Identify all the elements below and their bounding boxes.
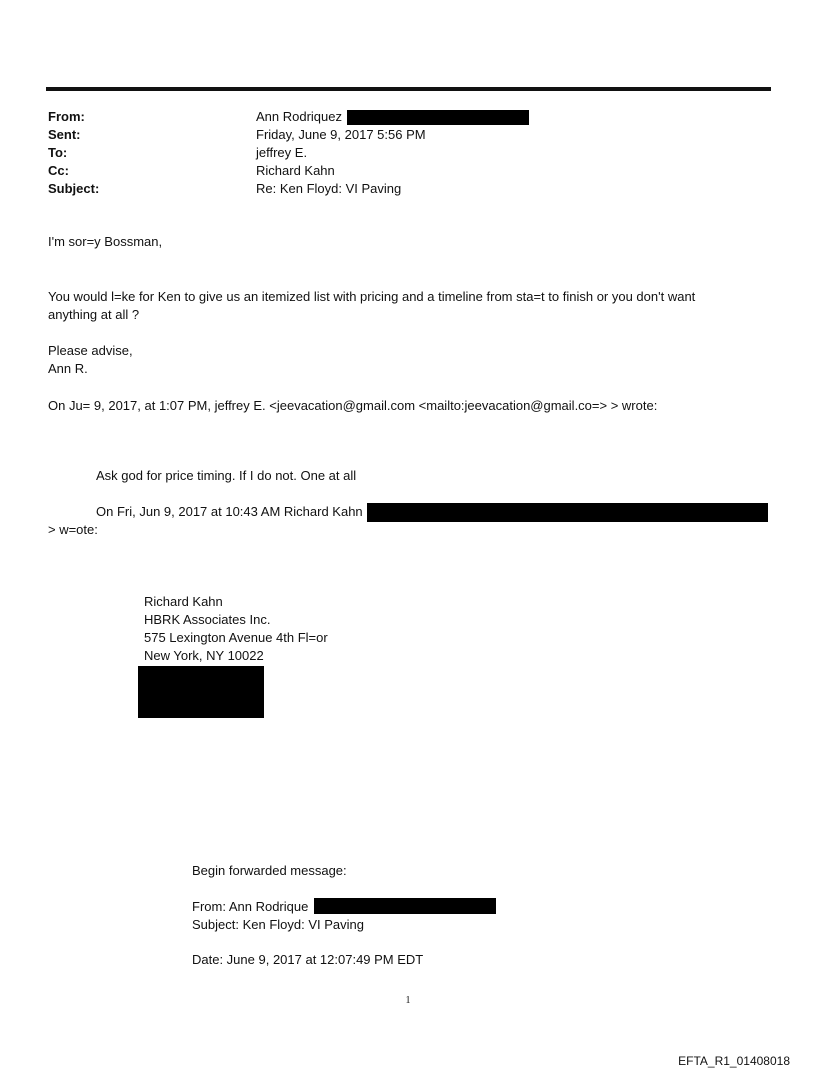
to-label: To: (48, 145, 68, 160)
to-value: jeffrey E. (256, 145, 308, 160)
body-paragraph-line-2: anything at all ? (48, 307, 140, 322)
kahn-quote-header-cont: > w=ote: (48, 522, 98, 537)
please-advise: Please advise, (48, 343, 133, 358)
signature-name: Richard Kahn (144, 594, 223, 609)
signoff: Ann R. (48, 361, 88, 376)
redaction-forwarded-email (314, 898, 496, 914)
quote-header: On Ju= 9, 2017, at 1:07 PM, jeffrey E. <jeevacation@gmail.com <mailto:jeevacation@gmail.co=> > wrote: (48, 398, 658, 413)
redaction-signature-contact (138, 666, 264, 718)
body-paragraph-line-1: You would l=ke for Ken to give us an itemized list with pricing and a timeline from sta=t to finish or you don't want (48, 289, 696, 304)
signature-city: New York, NY 10022 (144, 648, 264, 663)
sent-value: Friday, June 9, 2017 5:56 PM (256, 127, 426, 142)
reply-text: Ask god for price timing. If I do not. One at all (96, 468, 357, 483)
forwarded-subject: Subject: Ken Floyd: VI Paving (192, 917, 364, 932)
sent-label: Sent: (48, 127, 81, 142)
kahn-quote-header: On Fri, Jun 9, 2017 at 10:43 AM Richard Kahn (96, 504, 363, 519)
from-label: From: (48, 109, 85, 124)
forwarded-from: From: Ann Rodrique (192, 899, 309, 914)
redaction-from-email (347, 110, 529, 125)
greeting: I'm sor=y Bossman, (48, 234, 163, 249)
redaction-kahn-email (367, 503, 768, 522)
forwarded-intro: Begin forwarded message: (192, 863, 347, 878)
subject-value: Re: Ken Floyd: VI Paving (256, 181, 402, 196)
signature-address: 575 Lexington Avenue 4th Fl=or (144, 630, 328, 645)
header-rule (46, 87, 771, 91)
cc-label: Cc: (48, 163, 69, 178)
forwarded-date: Date: June 9, 2017 at 12:07:49 PM EDT (192, 952, 424, 967)
subject-label: Subject: (48, 181, 100, 196)
from-value: Ann Rodriquez (256, 109, 342, 124)
page-number: 1 (405, 995, 411, 1006)
cc-value: Richard Kahn (256, 163, 335, 178)
signature-company: HBRK Associates Inc. (144, 612, 271, 627)
document-id: EFTA_R1_01408018 (678, 1054, 790, 1068)
